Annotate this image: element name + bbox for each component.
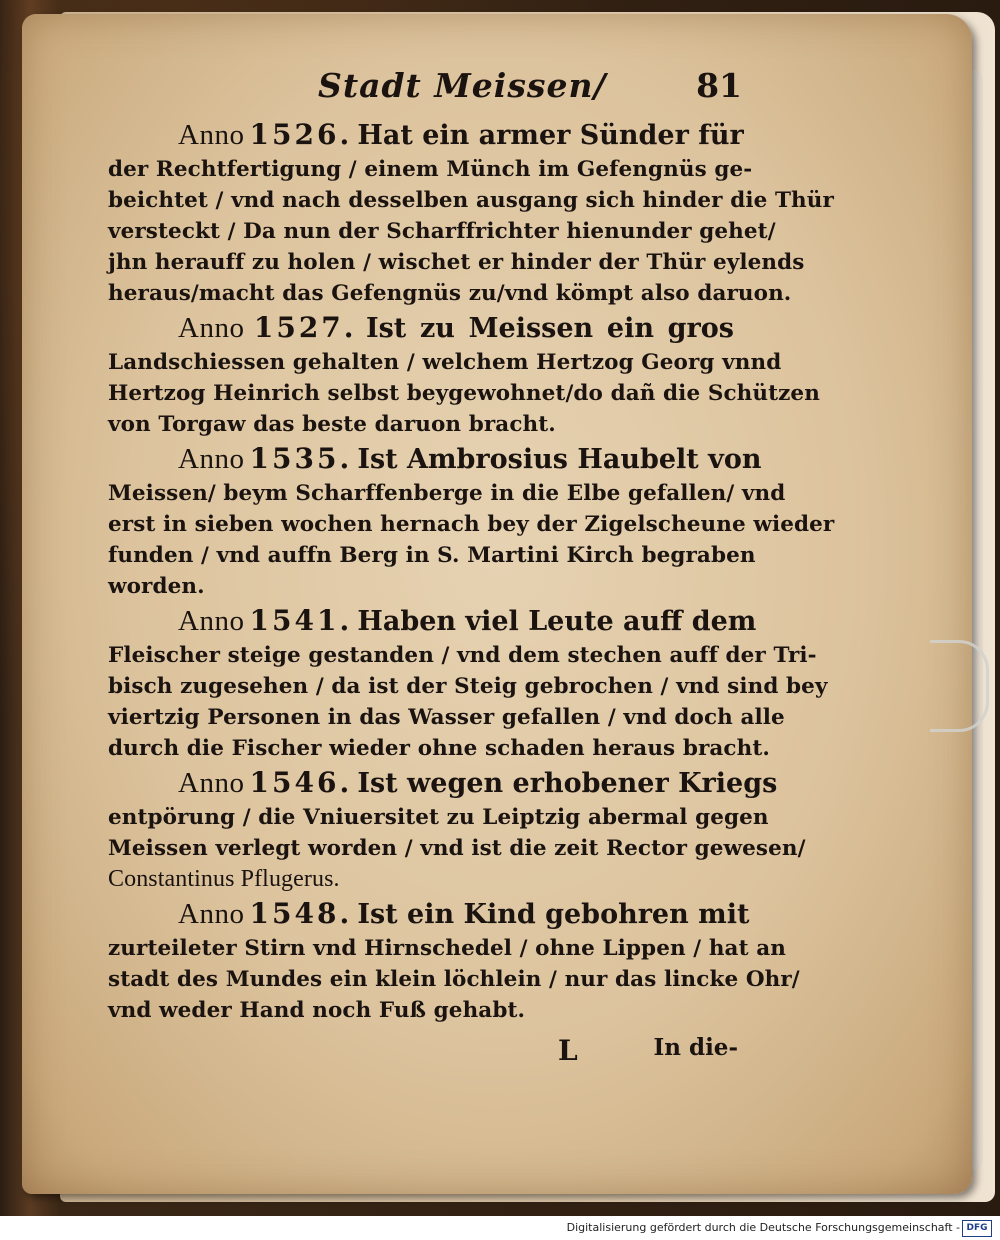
- entry-year: 1535.: [249, 442, 353, 475]
- page-number: 81: [696, 66, 742, 105]
- entry-lead: Hat ein armer Sünder für: [357, 120, 744, 151]
- text-line: erst in sieben wochen hernach bey der Zigelscheune wieder: [108, 512, 835, 537]
- entry-heading: [108, 895, 750, 933]
- entry-1546: [108, 764, 806, 895]
- entry-year: 1526.: [249, 118, 353, 151]
- text-line: heraus/macht das Gefengnüs zu/vnd kömpt also daruon.: [108, 281, 792, 306]
- text-line: entpörung / die Vniuersitet zu Leiptzig abermal gegen: [108, 805, 769, 830]
- anno-label: Anno: [178, 898, 245, 930]
- anno-label: Anno: [178, 312, 245, 344]
- text-line: versteckt / Da nun der Scharffrichter hienunder gehet/: [108, 219, 776, 244]
- text-line: Meissen/ beym Scharffenberge in die Elbe gefallen/ vnd: [108, 481, 786, 506]
- text-line: beichtet / vnd nach desselben ausgang sich hinder die Thür: [108, 188, 834, 213]
- entry-lead: Haben viel Leute auff dem: [357, 606, 757, 637]
- entry-heading: [108, 764, 778, 802]
- text-line: vnd weder Hand noch Fuß gehabt.: [108, 998, 526, 1023]
- entry-heading: [108, 309, 734, 347]
- anno-label: Anno: [178, 443, 245, 475]
- paper-clip: [930, 640, 989, 732]
- text-line: jhn herauff zu holen / wischet er hinder der Thür eylends: [108, 250, 805, 275]
- text-line: Landschiessen gehalten / welchem Hertzog Georg vnnd: [108, 350, 782, 375]
- entry-lead: Ist Ambrosius Haubelt von: [357, 444, 762, 475]
- digitization-credit-bar: [0, 1216, 1000, 1240]
- anno-label: Anno: [178, 119, 245, 151]
- text-line: der Rechtfertigung / einem Münch im Gefengnüs ge-: [108, 157, 753, 182]
- entry-lead: Ist zu Meissen ein gros: [365, 313, 734, 344]
- text-line: Meissen verlegt worden / vnd ist die zeit Rector gewesen/: [108, 836, 806, 861]
- entry-heading: [108, 440, 762, 478]
- entry-year: 1548.: [249, 897, 353, 930]
- text-line: zurteileter Stirn vnd Hirnschedel / ohne Lippen / hat an: [108, 936, 786, 961]
- entry-1526: [108, 116, 834, 309]
- entry-year: 1541.: [249, 604, 353, 637]
- page-footer: [108, 1030, 738, 1070]
- running-head: Stadt Meissen/: [318, 66, 607, 105]
- entry-year: 1527.: [253, 311, 357, 344]
- text-line: Hertzog Heinrich selbst beygewohnet/do dañ die Schützen: [108, 381, 820, 406]
- text-line: worden.: [108, 574, 205, 599]
- anno-label: Anno: [178, 605, 245, 637]
- page-header: [110, 66, 750, 112]
- text-line: bisch zugesehen / da ist der Steig gebrochen / vnd sind bey: [108, 674, 828, 699]
- entry-lead: Ist ein Kind gebohren mit: [357, 899, 750, 930]
- chronicle-text: [108, 116, 835, 1026]
- credit-text: Digitalisierung gefördert durch die Deutsche Forschungsgemeinschaft -: [566, 1221, 960, 1234]
- entry-heading: [108, 116, 744, 154]
- rector-name-line: Constantinus Pflugerus.: [108, 866, 340, 892]
- text-line: Fleischer steige gestanden / vnd dem stechen auff der Tri-: [108, 643, 817, 668]
- text-line: viertzig Personen in das Wasser gefallen / vnd doch alle: [108, 705, 785, 730]
- text-line: von Torgaw das beste daruon bracht.: [108, 412, 556, 437]
- text-line: durch die Fischer wieder ohne schaden heraus bracht.: [108, 736, 770, 761]
- signature-mark: L: [558, 1034, 578, 1067]
- anno-label: Anno: [178, 767, 245, 799]
- text-line: stadt des Mundes ein klein löchlein / nur das lincke Ohr/: [108, 967, 800, 992]
- entry-1541: [108, 602, 828, 764]
- entry-1548: [108, 895, 800, 1026]
- dfg-logo-icon: DFG: [962, 1220, 992, 1237]
- entry-1527: [108, 309, 820, 440]
- entry-year: 1546.: [249, 766, 353, 799]
- entry-heading: [108, 602, 757, 640]
- entry-1535: [108, 440, 835, 602]
- entry-lead: Ist wegen erhobener Kriegs: [357, 768, 778, 799]
- catchword: In die-: [653, 1034, 738, 1061]
- text-line: funden / vnd auffn Berg in S. Martini Kirch begraben: [108, 543, 756, 568]
